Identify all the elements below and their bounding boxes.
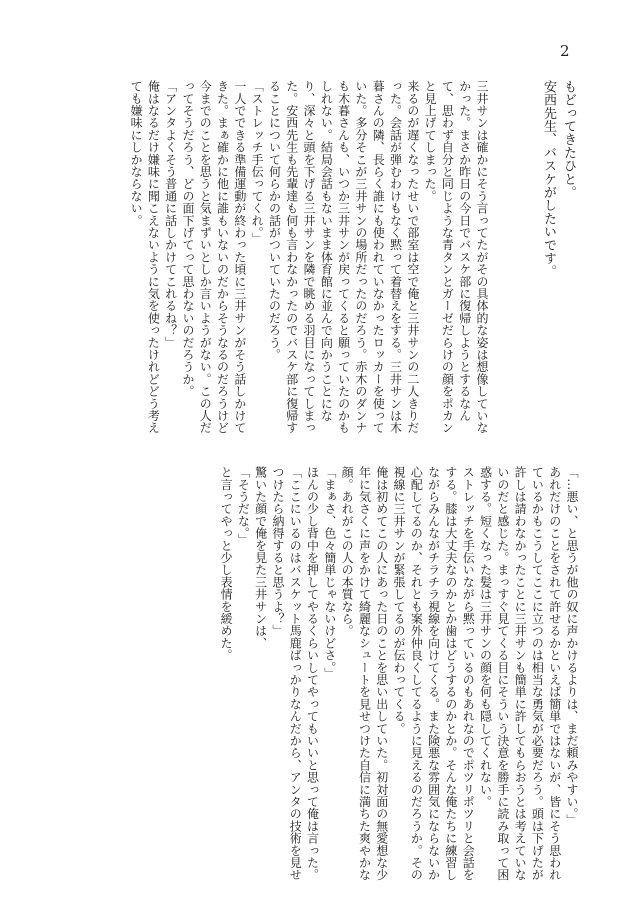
text-paragraph: と言ってやっと少し表情を緩めた。 (219, 466, 234, 662)
text-paragraph: 驚いた顔で俺を見た三井サンは、 (253, 466, 268, 649)
page-number: 2 (560, 42, 570, 60)
text-paragraph: 来るのが遅くなったせいで部室は空で俺と三井サンの二人きりだった。会話が弾むわけもなく黙って着替えをする。三井サンは木暮さんの隣、長らく誰にも使われていなかったロッカーを使っていた。多分そこが三井サンの場所だったのだろう。赤木のダンナも木暮さんも、いつか三井サンが戻ってくると願っていたのかもしれない。結局会話もないまま体育館に並んで向かうことになり、深々と頭を下げる三井サンを隣で眺める羽目になってしまった。安西先生も先輩達も何も言わなかったのでバスケ部に復帰することについて何らかの話がついていたのだろう。 (267, 80, 420, 434)
text-paragraph: ストレッチを手伝いながら黙っているのもあれなのでポツリポツリと会話をする。膝は大丈夫なのかとか歯はどうするのかとか。そんな俺たちに練習しながらみんながチラチラ視線を向けてくる。また険悪な雰囲気にならないか心配してるのか、それとも案外仲良くしてるように見えるのだろうか。その視線に三井サンが緊張してるのが伝わってくる。 (392, 466, 476, 881)
text-paragraph: 「ここにいるのはバスケット馬鹿ばっかりなんだから、アンタの技術を見せつけたら納得すると思うよ？」 (270, 466, 303, 881)
text-paragraph: 三井サンは確かにそう言ってたがその具体的な姿は想像していなかった。まさか昨日の今日でバスケ部に復帰しようとするなんて、思わず自分と同じような青タンとガーゼだらけの顔をポカンと見上げてしまった。 (423, 80, 489, 434)
text-paragraph: 俺は初めてこの人にあった日のことを思い出していた。初対面の無愛想な少年に気さくに声をかけて綺麗なシュートを見せつけた自信に満ちた爽やかな顔。あれがこの人の本質なら。 (340, 466, 389, 881)
text-paragraph: 安西先生、バスケがしたいです。 (541, 80, 556, 278)
text-paragraph: あれだけのことをされて許せるかといえば簡単ではないが、皆にそう思われているかもこうしてここに立つのは相当な勇気が必要だろう。頭は下げたが許しは請わなかったことに三井サンも簡単に許してもらおうとは考えていないのだと感じた。まっすぐ見てくる目にそういう決意を勝手に読み取って困惑する。短くなった髪は三井サンの顔を何も隠してくれない。 (478, 466, 562, 881)
text-paragraph: 「まぁさ、色々簡単じゃないけどさ。」 (322, 466, 337, 680)
text-paragraph: 「そうだな。」 (236, 466, 251, 546)
text-paragraph: 「…悪い、と思うが他の奴に声かけるよりは、まだ頼みやすい。」 (565, 466, 579, 826)
text-paragraph: 一人でできる準備運動が終わった頃に三井サンがそう話しかけてきた。まぁ確かに他に誰もいないのだからそうなるのだろうけど今までのことを思うと気まずいとしか言いようがない。この人だってそうだろう、どの面下げてって思わないのだろうか。 (180, 80, 247, 434)
text-paragraph: 「ストレッチ手伝ってくれ。」 (250, 80, 265, 245)
text-paragraph: もどってきたひと。 (561, 80, 576, 199)
upper-text-block (90, 80, 490, 440)
text-paragraph: ほんの少し背中を押してやるくらいしてやってもいいと思って俺は言った。 (305, 466, 320, 881)
text-paragraph: 俺はなるだけ嫌味に聞こえないように気を使ったけれどどう考えても嫌味にしかならない。 (129, 80, 161, 434)
text-paragraph: 「アンタよくそう普通に話しかけてこれるね？」 (163, 80, 178, 349)
lower-text-block (120, 466, 580, 886)
